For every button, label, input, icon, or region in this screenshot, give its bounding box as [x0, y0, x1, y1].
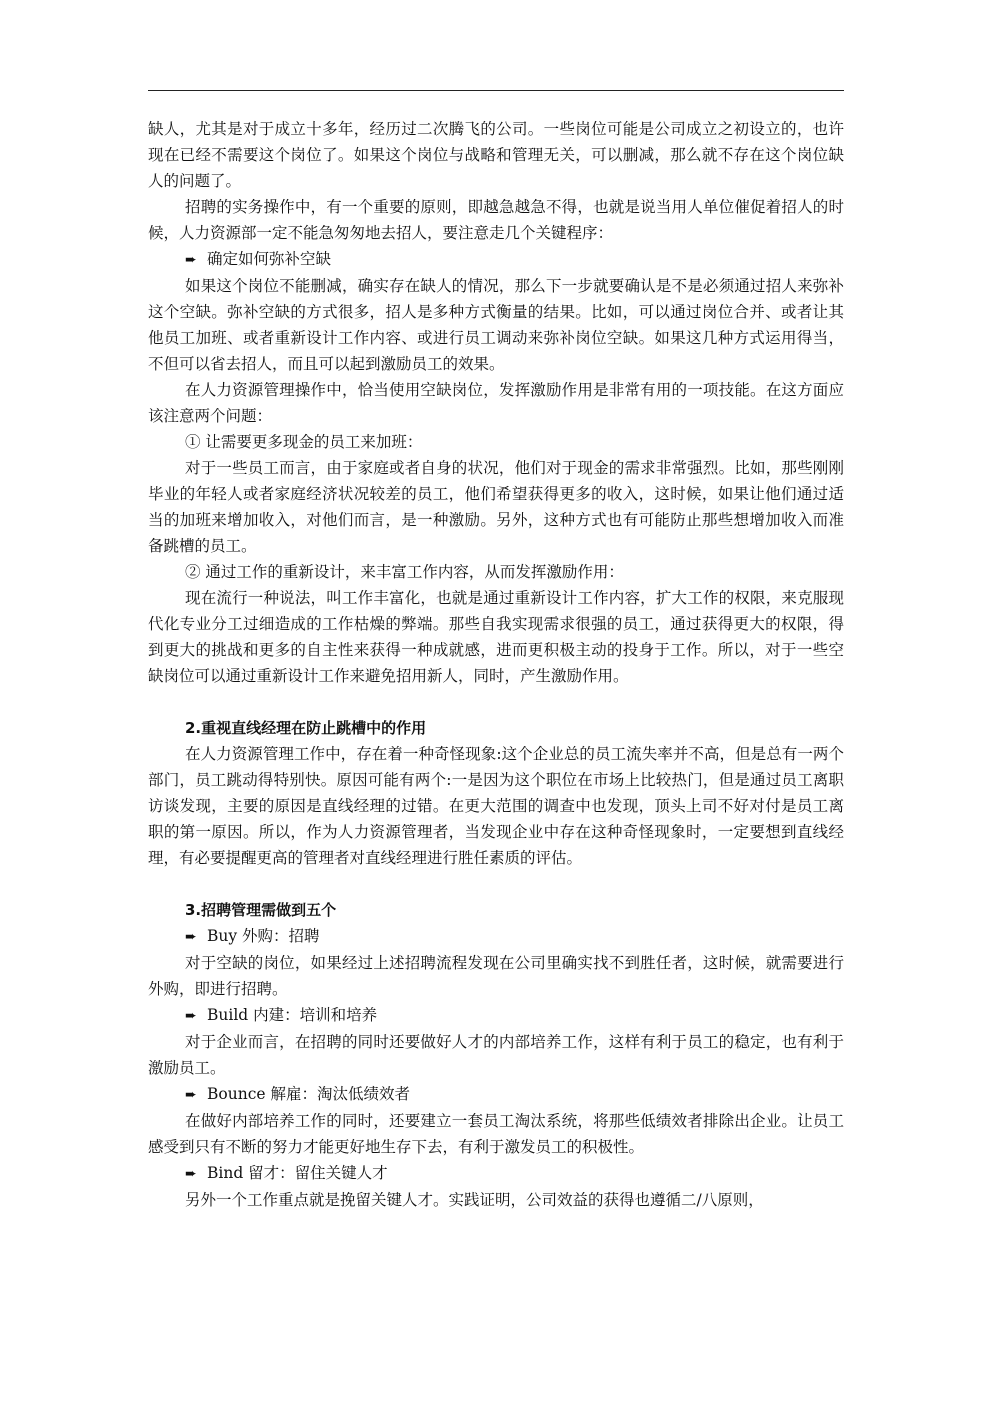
bullet-text: Buy 外购：招聘 [207, 927, 320, 945]
arrow-bullet-icon: ➨ [185, 1166, 197, 1182]
paragraph: 现在流行一种说法，叫工作丰富化，也就是通过重新设计工作内容，扩大工作的权限，来克服现代化专业分工过细造成的工作枯燥的弊端。那些自我实现需求很强的员工，通过获得更大的权限，得到更大的挑战和更多的自主性来获得一种成就感，进而更积极主动的投身于工作。所以，对于一些空缺岗位可以通过重新设计工作来避免招用新人，同时，产生激励作用。 [148, 589, 844, 685]
paragraph: 在人力资源管理工作中，存在着一种奇怪现象:这个企业总的员工流失率并不高，但是总有一两个部门，员工跳动得特别快。原因可能有两个:一是因为这个职位在市场上比较热门，但是通过员工离职访谈发现，主要的原因是直线经理的过错。在更大范围的调查中也发现，顶头上司不好对付是员工离职的第一原因。所以，作为人力资源管理者，当发现企业中存在这种奇怪现象时，一定要想到直线经理，有必要提醒更高的管理者对直线经理进行胜任素质的评估。 [148, 745, 844, 867]
bullet-item [148, 1081, 844, 1108]
bullet-item [148, 1160, 844, 1187]
paragraph: 对于企业而言，在招聘的同时还要做好人才的内部培养工作，这样有利于员工的稳定，也有利于激励员工。 [148, 1033, 844, 1077]
paragraph: 另外一个工作重点就是挽留关键人才。实践证明，公司效益的获得也遵循二/八原则， [185, 1191, 764, 1209]
paragraph: 招聘的实务操作中，有一个重要的原则，即越急越急不得，也就是说当用人单位催促着招人的时候，人力资源部一定不能急匆匆地去招人，要注意走几个关键程序： [148, 198, 844, 242]
paragraph: 对于空缺的岗位，如果经过上述招聘流程发现在公司里确实找不到胜任者，这时候，就需要进行外购，即进行招聘。 [148, 954, 844, 998]
section-heading: 2.重视直线经理在防止跳槽中的作用 [185, 719, 427, 737]
section-heading: 3.招聘管理需做到五个 [185, 901, 337, 919]
paragraph: 在做好内部培养工作的同时，还要建立一套员工淘汰系统，将那些低绩效者排除出企业。让员工感受到只有不断的努力才能更好地生存下去，有利于激发员工的积极性。 [148, 1112, 844, 1156]
bullet-item [148, 246, 844, 273]
arrow-bullet-icon: ➨ [185, 929, 197, 945]
paragraph: 对于一些员工而言，由于家庭或者自身的状况，他们对于现金的需求非常强烈。比如，那些刚刚毕业的年轻人或者家庭经济状况较差的员工，他们希望获得更多的收入，这时候，如果让他们通过适当的加班来增加收入，对他们而言，是一种激励。另外，这种方式也有可能防止那些想增加收入而准备跳槽的员工。 [148, 459, 844, 555]
bullet-text: Build 内建：培训和培养 [207, 1006, 378, 1024]
bullet-item [148, 923, 844, 950]
arrow-bullet-icon: ➨ [185, 1008, 197, 1024]
bullet-item [148, 1002, 844, 1029]
arrow-bullet-icon: ➨ [185, 252, 197, 268]
bullet-text: Bind 留才：留住关键人才 [207, 1164, 388, 1182]
paragraph: 缺人，尤其是对于成立十多年，经历过二次腾飞的公司。一些岗位可能是公司成立之初设立的，也许现在已经不需要这个岗位了。如果这个岗位与战略和管理无关，可以删减，那么就不存在这个岗位缺人的问题了。 [148, 120, 844, 190]
paragraph: 在人力资源管理操作中，恰当使用空缺岗位，发挥激励作用是非常有用的一项技能。在这方面应该注意两个问题： [148, 381, 844, 425]
numbered-item: ② 通过工作的重新设计，来丰富工作内容，从而发挥激励作用： [185, 563, 624, 581]
header-rule [148, 90, 844, 91]
numbered-item: ① 让需要更多现金的员工来加班： [185, 433, 423, 451]
bullet-text: 确定如何弥补空缺 [207, 250, 332, 268]
paragraph: 如果这个岗位不能删减，确实存在缺人的情况，那么下一步就要确认是不是必须通过招人来弥补这个空缺。弥补空缺的方式很多，招人是多种方式衡量的结果。比如，可以通过岗位合并、或者让其他员工加班、或者重新设计工作内容、或进行员工调动来弥补岗位空缺。如果这几种方式运用得当，不但可以省去招人，而且可以起到激励员工的效果。 [148, 277, 844, 373]
document-body [148, 116, 844, 1213]
arrow-bullet-icon: ➨ [185, 1087, 197, 1103]
bullet-text: Bounce 解雇：淘汰低绩效者 [207, 1085, 410, 1103]
